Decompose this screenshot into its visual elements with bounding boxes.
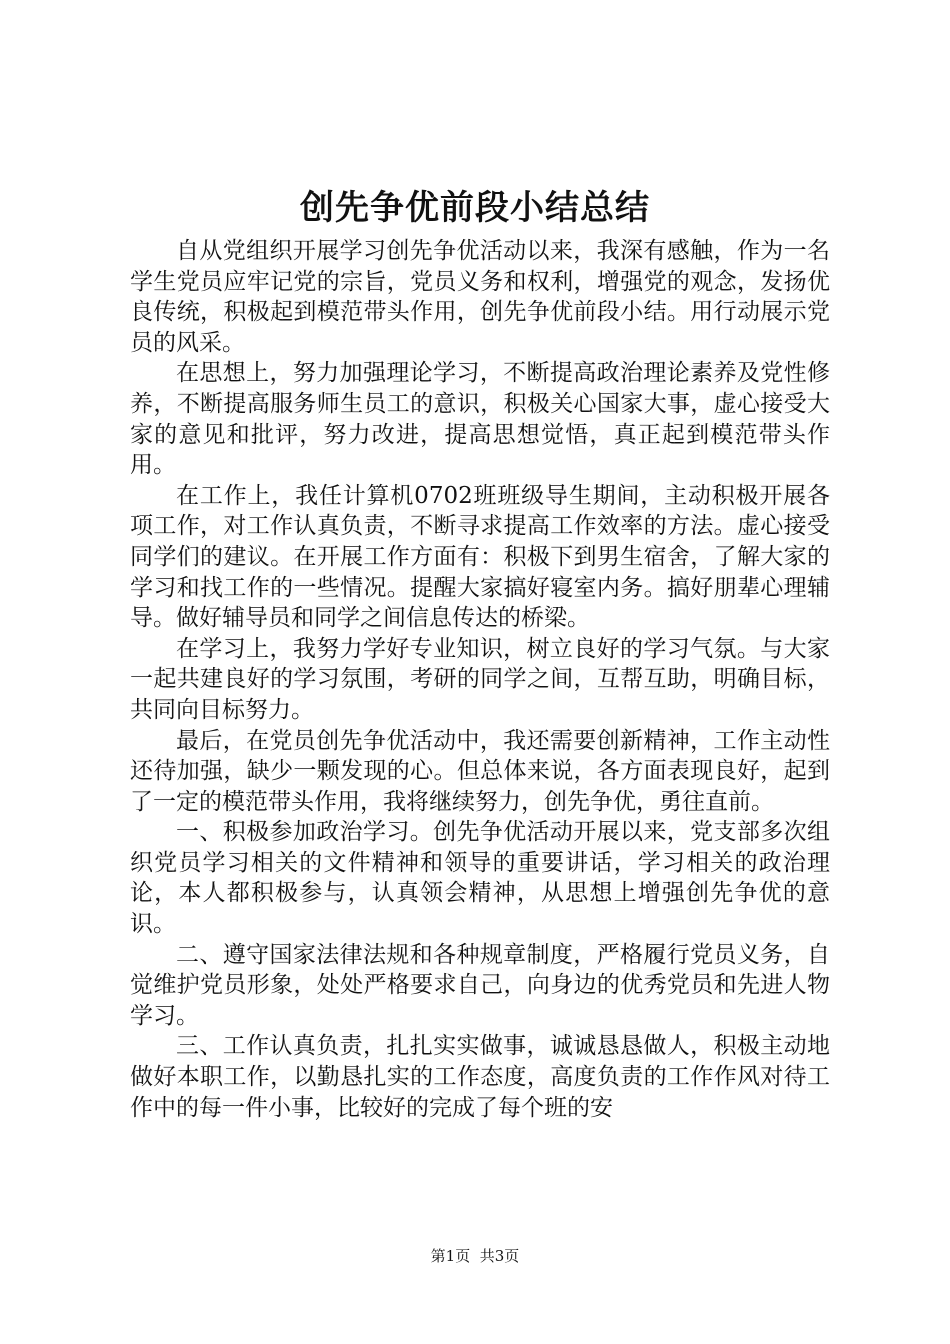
page-total: 共3页 xyxy=(479,1247,520,1265)
paragraph-intro: 自从党组织开展学习创先争优活动以来，我深有感触，作为一名学生党员应牢记党的宗旨，党员义务和权利，增强党的观念，发扬优良传统，积极起到模范带头作用，创先争优前段小结。用行动展示党员的风采。 xyxy=(130,238,830,356)
paragraph-thought: 在思想上，努力加强理论学习，不断提高政治理论素养及党性修养，不断提高服务师生员工的意识，积极关心国家大事，虚心接受大家的意见和批评，努力改进，提高思想觉悟，真正起到模范带头作用。 xyxy=(130,360,830,479)
paragraph-item-1: 一、积极参加政治学习。创先争优活动开展以来，党支部多次组织党员学习相关的文件精神和领导的重要讲话，学习相关的政治理论，本人都积极参与，认真领会精神，从思想上增强创先争优的意识。 xyxy=(130,819,830,938)
paragraph-item-2: 二、遵守国家法律法规和各种规章制度，严格履行党员义务，自觉维护党员形象，处处严格要求自己，向身边的优秀党员和先进人物学习。 xyxy=(130,941,830,1029)
paragraph-study: 在学习上，我努力学好专业知识，树立良好的学习气氛。与大家一起共建良好的学习氛围，考研的同学之间，互帮互助，明确目标，共同向目标努力。 xyxy=(130,635,830,723)
page-footer xyxy=(0,1246,950,1266)
paragraph-work: 在工作上，我任计算机0702班班级导生期间，主动积极开展各项工作，对工作认真负责，不断寻求提高工作效率的方法。虚心接受同学们的建议。在开展工作方面有：积极下到男生宿舍，了解大家的学习和找工作的一些情况。提醒大家搞好寝室内务。搞好朋辈心理辅导。做好辅导员和同学之间信息传达的桥梁。 xyxy=(130,482,830,632)
paragraph-conclusion: 最后，在党员创先争优活动中，我还需要创新精神，工作主动性还待加强，缺少一颗发现的心。但总体来说，各方面表现良好，起到了一定的模范带头作用，我将继续努力，创先争优，勇往直前。 xyxy=(130,727,830,815)
document-body xyxy=(130,236,830,1123)
document-title: 创先争优前段小结总结 xyxy=(300,188,650,228)
page-number: 第1页 xyxy=(430,1247,471,1265)
paragraph-item-3: 三、工作认真负责，扎扎实实做事，诚诚恳恳做人，积极主动地做好本职工作，以勤恳扎实的工作态度，高度负责的工作作风对待工作中的每一件小事，比较好的完成了每个班的安 xyxy=(130,1033,830,1121)
